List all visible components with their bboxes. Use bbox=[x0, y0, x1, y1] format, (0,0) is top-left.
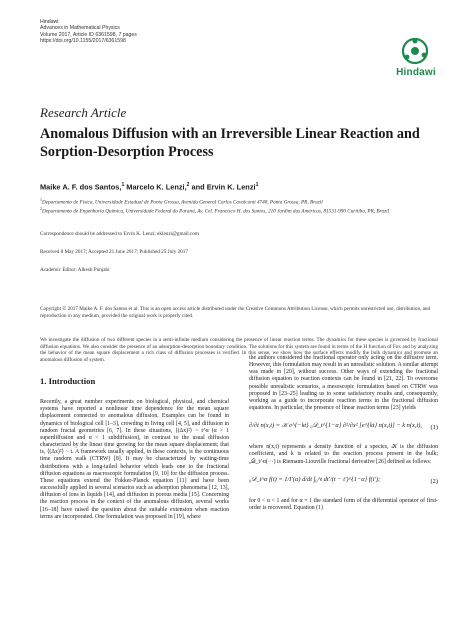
intro-paragraph: where n(x,t) represents a density function of a species, 𝒦 is the diffusion coefficient, and k is related to the reaction process present in the bulk; ₀𝒟_t^α(···) is Riemann-Liouville fractional derivative [26] defined as follows: bbox=[249, 444, 438, 465]
equation-1 bbox=[249, 418, 438, 438]
author-affil-sup: 2 bbox=[186, 182, 190, 188]
hindawi-logo-icon bbox=[402, 38, 428, 64]
author-affil-sup: 1 bbox=[121, 182, 125, 188]
journal-title: Advances in Mathematical Physics bbox=[40, 25, 120, 32]
hindawi-logo-text: Hindawi bbox=[396, 67, 436, 78]
equation-number: (1) bbox=[430, 424, 438, 432]
left-column bbox=[40, 378, 229, 521]
intro-paragraph: the authors considered the fractional operator only acting on the diffusive term. However, this formulation may result in an unrealistic solution. A similar attempt was made in [20], without success. Other ways of extending the fractional diffusion equation to reaction contexts can be found in [21, 22]. To overcome possible unrealistic scenarios, a mesoscopic formulation based on CTRW was proposed in [23–25] leading us to some satisfactory results and, consequently, working as a guide to incorporate reaction terms in the fractional diffusion equations. In particular, the presence of linear reaction terms [23] yields bbox=[249, 355, 438, 412]
intro-paragraph: for 0 < α < 1 and for α = 1 the standard form of the differential operator of first-order is recovered. Equation (1) bbox=[249, 497, 438, 511]
right-column bbox=[249, 355, 438, 512]
journal-info bbox=[40, 19, 137, 44]
abstract: We investigate the diffusion of two different species in a semi-infinite medium considering the presence of linear reaction terms. The dynamics for these species is governed by fractional diffusion equations. We also consider the presence of an adsorption-desorption boundary condition. The solutions for this system are found in terms of the H function of Fox and by analyzing the behavior of the mean square displacement a rich class of diffusion processes is verified. In this sense, we show how the surface effects modify the bulk dynamics and promote an anomalous diffusion of system. bbox=[40, 337, 438, 363]
affiliation-sup: 2 bbox=[40, 206, 42, 211]
author-name[interactable]: Maike A. F. dos Santos, bbox=[40, 182, 122, 192]
author-affil-sup: 1 bbox=[255, 182, 259, 188]
volume-line: Volume 2017, Article ID 6361598, 7 pages bbox=[40, 31, 137, 38]
author-name[interactable]: Marcelo K. Lenzi, bbox=[124, 182, 187, 192]
equation-2 bbox=[249, 472, 438, 492]
section-heading: 1. Introduction bbox=[40, 376, 96, 386]
affiliation-text: Departamento de Física, Universidade Estadual de Ponta Grossa, Avenida General Carlos Cavalcanti 4748, Ponta Grossa, PR, Brazil bbox=[42, 199, 323, 206]
intro-paragraph: Recently, a great number experiments on biological, physical, and chemical systems have reported a nonlinear time dependence for the mean square displacement connected to anomalous diffusion. Examples can be found in dynamics of biological cell [1–3], crowding in living cell [4, 5], and diffusion in random fractal geometries [6, 7]. In these situations, ⟨(Δx)²⟩ ~ t^α (α > 1 superdiffusion and α < 1 subdiffusion), in contrast to the usual diffusion characterized by the linear time growing for the mean square displacement; that is, ⟨(Δx)²⟩ ~ t. A framework usually applied, in these contexts, is the continuous time random walk (CTRW) [8]. It may be characterized by waiting-time distributions with a long-tailed behavior which leads one to the fractional diffusion equations as macroscopic formulation [9, 10] for the diffusion process. These equations extend the Fokker-Planck equation [11] and have been successfully applied in several scenarios such as adsorption phenomena [12, 13], diffusion of ions in liquids [14], and diffusion in porous media [15]. Concerning the reaction process in the context of the anomalous diffusion, several works [16–18] have raised the question about the suitable extension when reaction terms are incorporated. One formulation was proposed in [19], where bbox=[40, 399, 229, 520]
affiliation-sup: 1 bbox=[40, 197, 42, 202]
author-list bbox=[40, 182, 258, 191]
correspondence: Correspondence should be addressed to Ervin K. Lenzi; eklenzi@gmail.com bbox=[40, 231, 199, 237]
academic-editor: Academic Editor: Alkesh Punjabi bbox=[40, 267, 110, 273]
author-name[interactable]: and Ervin K. Lenzi bbox=[189, 182, 256, 192]
article-type: Research Article bbox=[40, 105, 127, 120]
publication-dates: Received 8 May 2017; Accepted 21 June 2017; Published 25 July 2017 bbox=[40, 249, 188, 255]
affiliation-text: Departamento de Engenharia Química, Universidade Federal do Paraná, Av. Cel. Francisco H. dos Santos, 210 Jardim das Américas, 81531-990 Curitiba, PR, Brazil bbox=[42, 208, 390, 215]
doi-link[interactable]: https://doi.org/10.1155/2017/6361598 bbox=[40, 37, 126, 44]
copyright-notice: Copyright © 2017 Maike A. F. dos Santos et al. This is an open access article distributed under the Creative Commons Attribution License, which permits unrestricted use, distribution, and reproduction in any medium, provided the original work is properly cited. bbox=[40, 306, 431, 319]
article-title: Anomalous Diffusion with an Irreversible Linear Reaction and Sorption-Desorption Process bbox=[40, 126, 420, 160]
affiliation bbox=[40, 206, 440, 215]
publisher-name: Hindawi bbox=[40, 19, 59, 25]
affiliation bbox=[40, 197, 440, 206]
equation-number: (2) bbox=[430, 477, 438, 485]
equation-body: ₀𝒟_t^α f(t) = 1/Γ(α) d/dt ∫₀^t dt′/(t − t′)^{1−α} f(t′); bbox=[249, 475, 381, 483]
hindawi-logo bbox=[393, 38, 439, 82]
equation-body: ∂/∂t n(x,t) = 𝒦 e^{−kt} ₀𝒟_t^{1−α} ∂²/∂x² [e^{kt} n(x,t)] − k n(x,t), bbox=[249, 422, 422, 430]
